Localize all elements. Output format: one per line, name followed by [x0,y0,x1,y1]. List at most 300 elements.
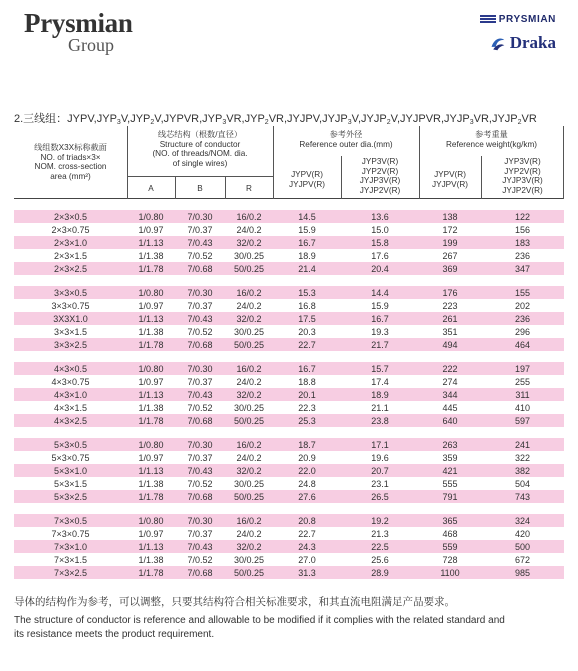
cell-a: 1/0.80 [138,363,164,374]
cell-dia-2: 17.4 [371,376,389,387]
header-text: area (mm²) [50,171,91,181]
cell-b: 7/0.52 [187,326,213,337]
section-heading: 2.三线组：$JYPV,JYP_3V,JYP_2V,JYPVR,JYP_3VR,JYP_2VR,JYJPV,JYJP_3V,JYJP_2V,JYJPVR,JYJP_3VR,JYJP_2VR$ [14,113,537,126]
cell-dia-1: 16.7 [298,363,316,374]
cell-cross-section: 7×3×1.0 [53,541,88,552]
cell-dia-1: 18.9 [298,250,316,261]
cell-dia-2: 15.8 [371,237,389,248]
cell-a: 1/1.78 [138,567,164,578]
cell-cross-section: 5×3×1.0 [53,465,88,476]
cell-a: 1/1.38 [138,326,164,337]
cell-dia-2: 19.3 [371,326,389,337]
cell-weight-1: 359 [442,452,458,463]
cell-weight-2: 322 [514,452,531,463]
cell-weight-2: 672 [514,554,531,565]
cell-a: 1/1.13 [138,465,164,476]
header-text: JYJPV(R) [432,179,468,189]
header-text: JYPV(R) [291,170,323,179]
cell-a: 1/1.78 [138,263,164,274]
cell-cross-section: 4×3×2.5 [53,415,88,426]
header-weight [419,130,564,149]
brand-logos [436,12,556,52]
table-row [14,388,564,401]
cell-weight-2: 296 [514,326,531,337]
cell-weight-1: 494 [442,339,458,350]
group-gap [14,275,564,286]
header-weight-sub1 [419,170,481,189]
header-text: Structure of conductor [159,139,241,149]
cell-cross-section: 3×3×0.5 [53,287,88,298]
cell-dia-2: 15.7 [371,363,389,374]
cell-cross-section: 7×3×2.5 [53,567,88,578]
header-divider [341,156,342,199]
cell-weight-2: 504 [514,478,531,489]
cell-dia-1: 20.8 [298,515,316,526]
footnotes [14,594,564,642]
cell-weight-1: 445 [442,402,458,413]
group-gap [14,427,564,438]
cell-cross-section: 5×3×1.5 [53,478,88,489]
header-text: Reference weight(kg/km) [445,139,537,149]
header-text: JYP3V(R) [361,157,399,166]
cell-dia-2: 25.6 [371,554,389,565]
header-text: JYJPV(R) [289,179,325,189]
cell-r: 30/0.25 [233,326,265,337]
table-row [14,477,564,490]
cell-weight-2: 324 [514,515,531,526]
header-conductor-structure [127,130,273,168]
cell-weight-2: 382 [514,465,531,476]
table-row [14,338,564,351]
cell-r: 32/0.2 [236,313,262,324]
cell-weight-2: 347 [514,263,531,274]
cell-a: 1/1.13 [138,237,164,248]
heading-subscript: 3 [347,119,352,126]
group-gap [14,199,564,210]
cell-weight-2: 500 [514,541,531,552]
cell-b: 7/0.52 [187,250,213,261]
cell-weight-2: 241 [514,439,531,450]
table-row [14,286,564,299]
cell-dia-2: 13.6 [371,211,389,222]
cell-dia-2: 21.1 [371,402,389,413]
cell-dia-2: 18.9 [371,389,389,400]
cell-weight-1: 555 [442,478,458,489]
table-row [14,299,564,312]
cell-dia-2: 23.1 [371,478,389,489]
logo-line-group: Group [68,35,114,55]
cell-r: 30/0.25 [233,554,265,565]
cell-r: 50/0.25 [233,491,265,502]
table-row [14,375,564,388]
cell-b: 7/0.68 [187,567,213,578]
cell-cross-section: 2×3×0.5 [53,211,88,222]
cell-dia-2: 15.9 [371,300,389,311]
cell-a: 1/1.78 [138,491,164,502]
cell-dia-2: 23.8 [371,415,389,426]
cell-b: 7/0.52 [187,554,213,565]
cell-a: 1/1.13 [138,313,164,324]
header-text: 参考外径 [329,130,363,139]
header-dia-sub2 [341,157,419,195]
table-row [14,438,564,451]
cell-r: 30/0.25 [233,402,265,413]
cell-weight-2: 197 [514,363,531,374]
cell-dia-1: 27.0 [298,554,316,565]
header-text: NOM. cross-section [34,162,107,171]
cell-r: 16/0.2 [236,439,262,450]
group-gap [14,351,564,362]
heading-subscript: 3 [116,119,121,126]
cell-a: 1/1.78 [138,415,164,426]
cell-a: 1/0.97 [138,452,164,463]
cell-b: 7/0.37 [187,528,213,539]
cell-dia-1: 20.1 [298,389,316,400]
cell-weight-1: 468 [442,528,458,539]
group-gap [14,503,564,514]
cell-dia-1: 15.9 [298,224,316,235]
header-text: 参考重量 [475,130,508,139]
header-text: 线芯结构（根数/直径） [157,130,243,139]
cell-r: 30/0.25 [233,478,265,489]
cell-dia-2: 26.5 [371,491,389,502]
cell-a: 1/0.80 [138,287,164,298]
cell-weight-1: 791 [442,491,458,502]
prysmian-logo [436,12,556,26]
cell-dia-2: 22.5 [371,541,389,552]
cell-dia-2: 20.4 [371,263,389,274]
cell-b: 7/0.30 [187,211,213,222]
header-text: JYJP2V(R) [359,185,401,195]
cell-cross-section: 2×3×0.75 [51,224,90,235]
cell-cross-section: 2×3×2.5 [53,263,88,274]
cell-b: 7/0.68 [187,491,213,502]
cell-weight-1: 728 [442,554,458,565]
heading-subscript: 2 [264,119,269,126]
prysmian-group-logo [24,10,144,54]
cell-weight-2: 202 [514,300,531,311]
cell-cross-section: 3X3X1.0 [53,313,88,324]
cell-weight-2: 156 [514,224,531,235]
cell-dia-2: 19.2 [371,515,389,526]
table-row [14,210,564,223]
cell-r: 16/0.2 [236,287,262,298]
cell-a: 1/1.13 [138,541,164,552]
header-sub-r: R [246,184,252,193]
cell-weight-1: 559 [442,541,458,552]
table-row [14,325,564,338]
table-row [14,514,564,527]
header-rule [127,176,273,177]
cell-dia-2: 17.6 [371,250,389,261]
note-english-line2: its resistance meets the product requirement. [14,629,215,640]
cell-dia-1: 15.3 [298,287,316,298]
table-row [14,249,564,262]
cell-dia-1: 20.3 [298,326,316,337]
cell-r: 32/0.2 [236,237,262,248]
cell-cross-section: 4×3×0.5 [53,363,88,374]
header-divider [273,126,274,199]
cell-weight-2: 183 [514,237,531,248]
table-row [14,262,564,275]
cell-cross-section: 4×3×0.75 [51,376,90,387]
cell-a: 1/0.80 [138,211,164,222]
header-text: JYPV(R) [434,170,466,179]
cell-weight-2: 155 [514,287,531,298]
header-divider [175,176,176,199]
cell-a: 1/1.38 [138,478,164,489]
note-chinese: 导体的结构作为参考，可以调整，只要其结构符合相关标准要求，和其直流电阻满足产品要求。 [14,596,455,608]
cell-b: 7/0.30 [187,439,213,450]
cell-weight-2: 311 [515,389,530,400]
cell-weight-1: 267 [442,250,458,261]
cell-r: 24/0.2 [236,300,262,311]
cell-dia-1: 16.7 [298,237,316,248]
cell-weight-2: 420 [514,528,531,539]
cell-b: 7/0.37 [187,376,213,387]
cell-weight-1: 369 [442,263,458,274]
cell-weight-2: 255 [514,376,531,387]
cell-dia-2: 14.4 [371,287,389,298]
cell-weight-1: 421 [442,465,458,476]
cell-weight-1: 222 [442,363,458,374]
cell-dia-1: 24.3 [298,541,316,552]
table-body [14,199,564,579]
cell-a: 1/0.80 [138,439,164,450]
header-text: JYJP2V(R) [502,185,543,195]
table-row [14,566,564,579]
header-text: NO. of triads×3× [40,152,101,162]
cell-cross-section: 3×3×0.75 [51,300,90,311]
header-text: JYP2V(R) [361,166,399,176]
heading-subscript: 2 [150,119,155,126]
heading-subscript: 2 [386,119,391,126]
cell-weight-2: 597 [514,415,531,426]
cell-b: 7/0.68 [187,339,213,350]
cell-cross-section: 3×3×2.5 [53,339,88,350]
table-row [14,414,564,427]
header-divider [225,176,226,199]
cell-cross-section: 4×3×1.0 [53,389,88,400]
table-row [14,223,564,236]
cell-a: 1/0.97 [138,528,164,539]
header-text: Reference outer dia.(mm) [299,139,393,149]
header-cross-section [14,143,127,181]
table-row [14,540,564,553]
draka-logo-text: Draka [509,33,556,52]
cell-dia-1: 18.7 [298,439,316,450]
cell-weight-1: 640 [442,415,458,426]
cell-r: 24/0.2 [236,224,262,235]
cell-a: 1/0.97 [138,376,164,387]
draka-logo [436,34,556,52]
cell-dia-1: 22.7 [298,528,316,539]
cell-dia-1: 22.0 [298,465,316,476]
cell-weight-1: 344 [442,389,458,400]
header-text: JYP3V(R) [504,157,541,166]
header-text: of single wires) [172,158,228,168]
note-english-line1: The structure of conductor is reference and allowable to be modified if it complies with the related standard and [14,615,505,626]
cell-weight-2: 464 [514,339,531,350]
cell-r: 16/0.2 [236,515,262,526]
cell-weight-1: 261 [442,313,458,324]
cell-dia-1: 21.4 [298,263,316,274]
draka-swirl-icon [489,35,506,52]
cell-cross-section: 7×3×0.5 [53,515,88,526]
header-divider [127,126,128,199]
cell-cross-section: 2×3×1.5 [53,250,88,261]
cell-weight-1: 1100 [440,567,460,578]
cell-r: 32/0.2 [236,389,262,400]
cell-b: 7/0.37 [187,300,213,311]
cell-weight-2: 743 [514,491,531,502]
cell-cross-section: 3×3×1.5 [53,326,88,337]
cell-weight-2: 985 [514,567,531,578]
cell-dia-2: 19.6 [371,452,389,463]
cell-b: 7/0.43 [187,237,213,248]
cell-r: 16/0.2 [236,211,262,222]
cell-weight-1: 138 [442,211,458,222]
cell-weight-1: 263 [442,439,458,450]
cell-cross-section: 2×3×1.0 [53,237,88,248]
cell-dia-1: 20.9 [298,452,316,463]
cell-r: 50/0.25 [233,567,265,578]
logo-line-prysmian: Prysmian [24,8,133,38]
cell-b: 7/0.52 [187,402,213,413]
cell-b: 7/0.37 [187,224,213,235]
cell-dia-2: 16.7 [371,313,389,324]
cell-r: 24/0.2 [236,528,262,539]
cell-b: 7/0.30 [187,287,213,298]
cell-a: 1/0.80 [138,515,164,526]
cell-cross-section: 7×3×0.75 [51,528,90,539]
table-row [14,553,564,566]
cell-weight-2: 236 [514,313,531,324]
cell-dia-1: 22.3 [298,402,316,413]
header-divider [563,126,564,199]
cell-dia-2: 21.7 [371,339,389,350]
table-row [14,401,564,414]
cell-dia-2: 17.1 [371,439,389,450]
cell-r: 24/0.2 [236,376,262,387]
cell-a: 1/1.38 [138,250,164,261]
cell-b: 7/0.43 [187,541,213,552]
cell-r: 24/0.2 [236,452,262,463]
cell-a: 1/1.78 [138,339,164,350]
cell-b: 7/0.43 [187,389,213,400]
cell-weight-2: 122 [514,211,531,222]
header-text: (NO. of threads/NOM. dia. [152,149,248,158]
cell-weight-1: 351 [442,326,458,337]
cell-dia-2: 20.7 [371,465,389,476]
cell-b: 7/0.30 [187,363,213,374]
prysmian-logo-text: PRYSMIAN [498,13,556,25]
table-row [14,236,564,249]
cell-dia-1: 24.8 [298,478,316,489]
cell-r: 50/0.25 [233,415,265,426]
cell-a: 1/0.97 [138,300,164,311]
cell-b: 7/0.30 [187,515,213,526]
header-weight-sub2 [481,157,564,195]
table-row [14,490,564,503]
header-divider [481,156,482,199]
cell-dia-2: 21.3 [371,528,389,539]
header-divider [419,126,420,199]
cell-b: 7/0.68 [187,415,213,426]
heading-subscript: 3 [469,119,474,126]
cell-dia-1: 17.5 [298,313,316,324]
cell-r: 16/0.2 [236,363,262,374]
cell-dia-1: 27.6 [298,491,316,502]
table-row [14,362,564,375]
header-dia-sub1 [273,170,341,189]
cell-r: 30/0.25 [233,250,265,261]
header-text: JYP2V(R) [504,166,541,176]
header-sub-a: A [148,184,154,193]
cell-cross-section: 4×3×1.5 [53,402,88,413]
cell-a: 1/0.97 [138,224,164,235]
cell-r: 32/0.2 [236,465,262,476]
cell-dia-1: 18.8 [298,376,316,387]
cell-cross-section: 5×3×0.5 [53,439,88,450]
cell-dia-2: 28.9 [371,567,389,578]
cell-b: 7/0.37 [187,452,213,463]
cell-dia-2: 15.0 [371,224,389,235]
cell-a: 1/1.13 [138,389,164,400]
cell-weight-1: 176 [442,287,458,298]
header-outer-dia [273,130,419,149]
table-row [14,451,564,464]
cell-cross-section: 5×3×0.75 [51,452,90,463]
table-row [14,464,564,477]
header-text: JYJP3V(R) [502,176,543,185]
heading-subscript: 2 [517,119,522,126]
table-header [14,126,564,199]
prysmian-stripes-icon [480,15,496,23]
cell-dia-1: 25.3 [298,415,316,426]
cell-r: 32/0.2 [236,541,262,552]
cell-cross-section: 7×3×1.5 [53,554,88,565]
heading-subscript: 3 [222,119,227,126]
header-text: 线组数X3X标称截面 [34,143,107,152]
cell-dia-1: 22.7 [298,339,316,350]
cell-weight-1: 199 [442,237,458,248]
cell-dia-1: 16.8 [298,300,316,311]
cell-weight-2: 410 [514,402,531,413]
cell-a: 1/1.38 [138,402,164,413]
cell-cross-section: 5×3×2.5 [53,491,88,502]
cell-dia-1: 14.5 [298,211,316,222]
spec-table [14,126,564,579]
header-text: JYJP3V(R) [359,176,401,185]
cell-r: 50/0.25 [233,263,265,274]
cell-a: 1/1.38 [138,554,164,565]
cell-weight-2: 236 [514,250,531,261]
cell-weight-1: 172 [442,224,458,235]
cell-weight-1: 274 [442,376,458,387]
header-sub-b: B [197,184,203,193]
table-row [14,312,564,325]
cell-weight-1: 223 [442,300,458,311]
cell-r: 50/0.25 [233,339,265,350]
cell-b: 7/0.68 [187,263,213,274]
table-row [14,527,564,540]
cell-weight-1: 365 [442,515,458,526]
cell-dia-1: 31.3 [298,567,316,578]
cell-b: 7/0.52 [187,478,213,489]
cell-b: 7/0.43 [187,313,213,324]
cell-b: 7/0.43 [187,465,213,476]
